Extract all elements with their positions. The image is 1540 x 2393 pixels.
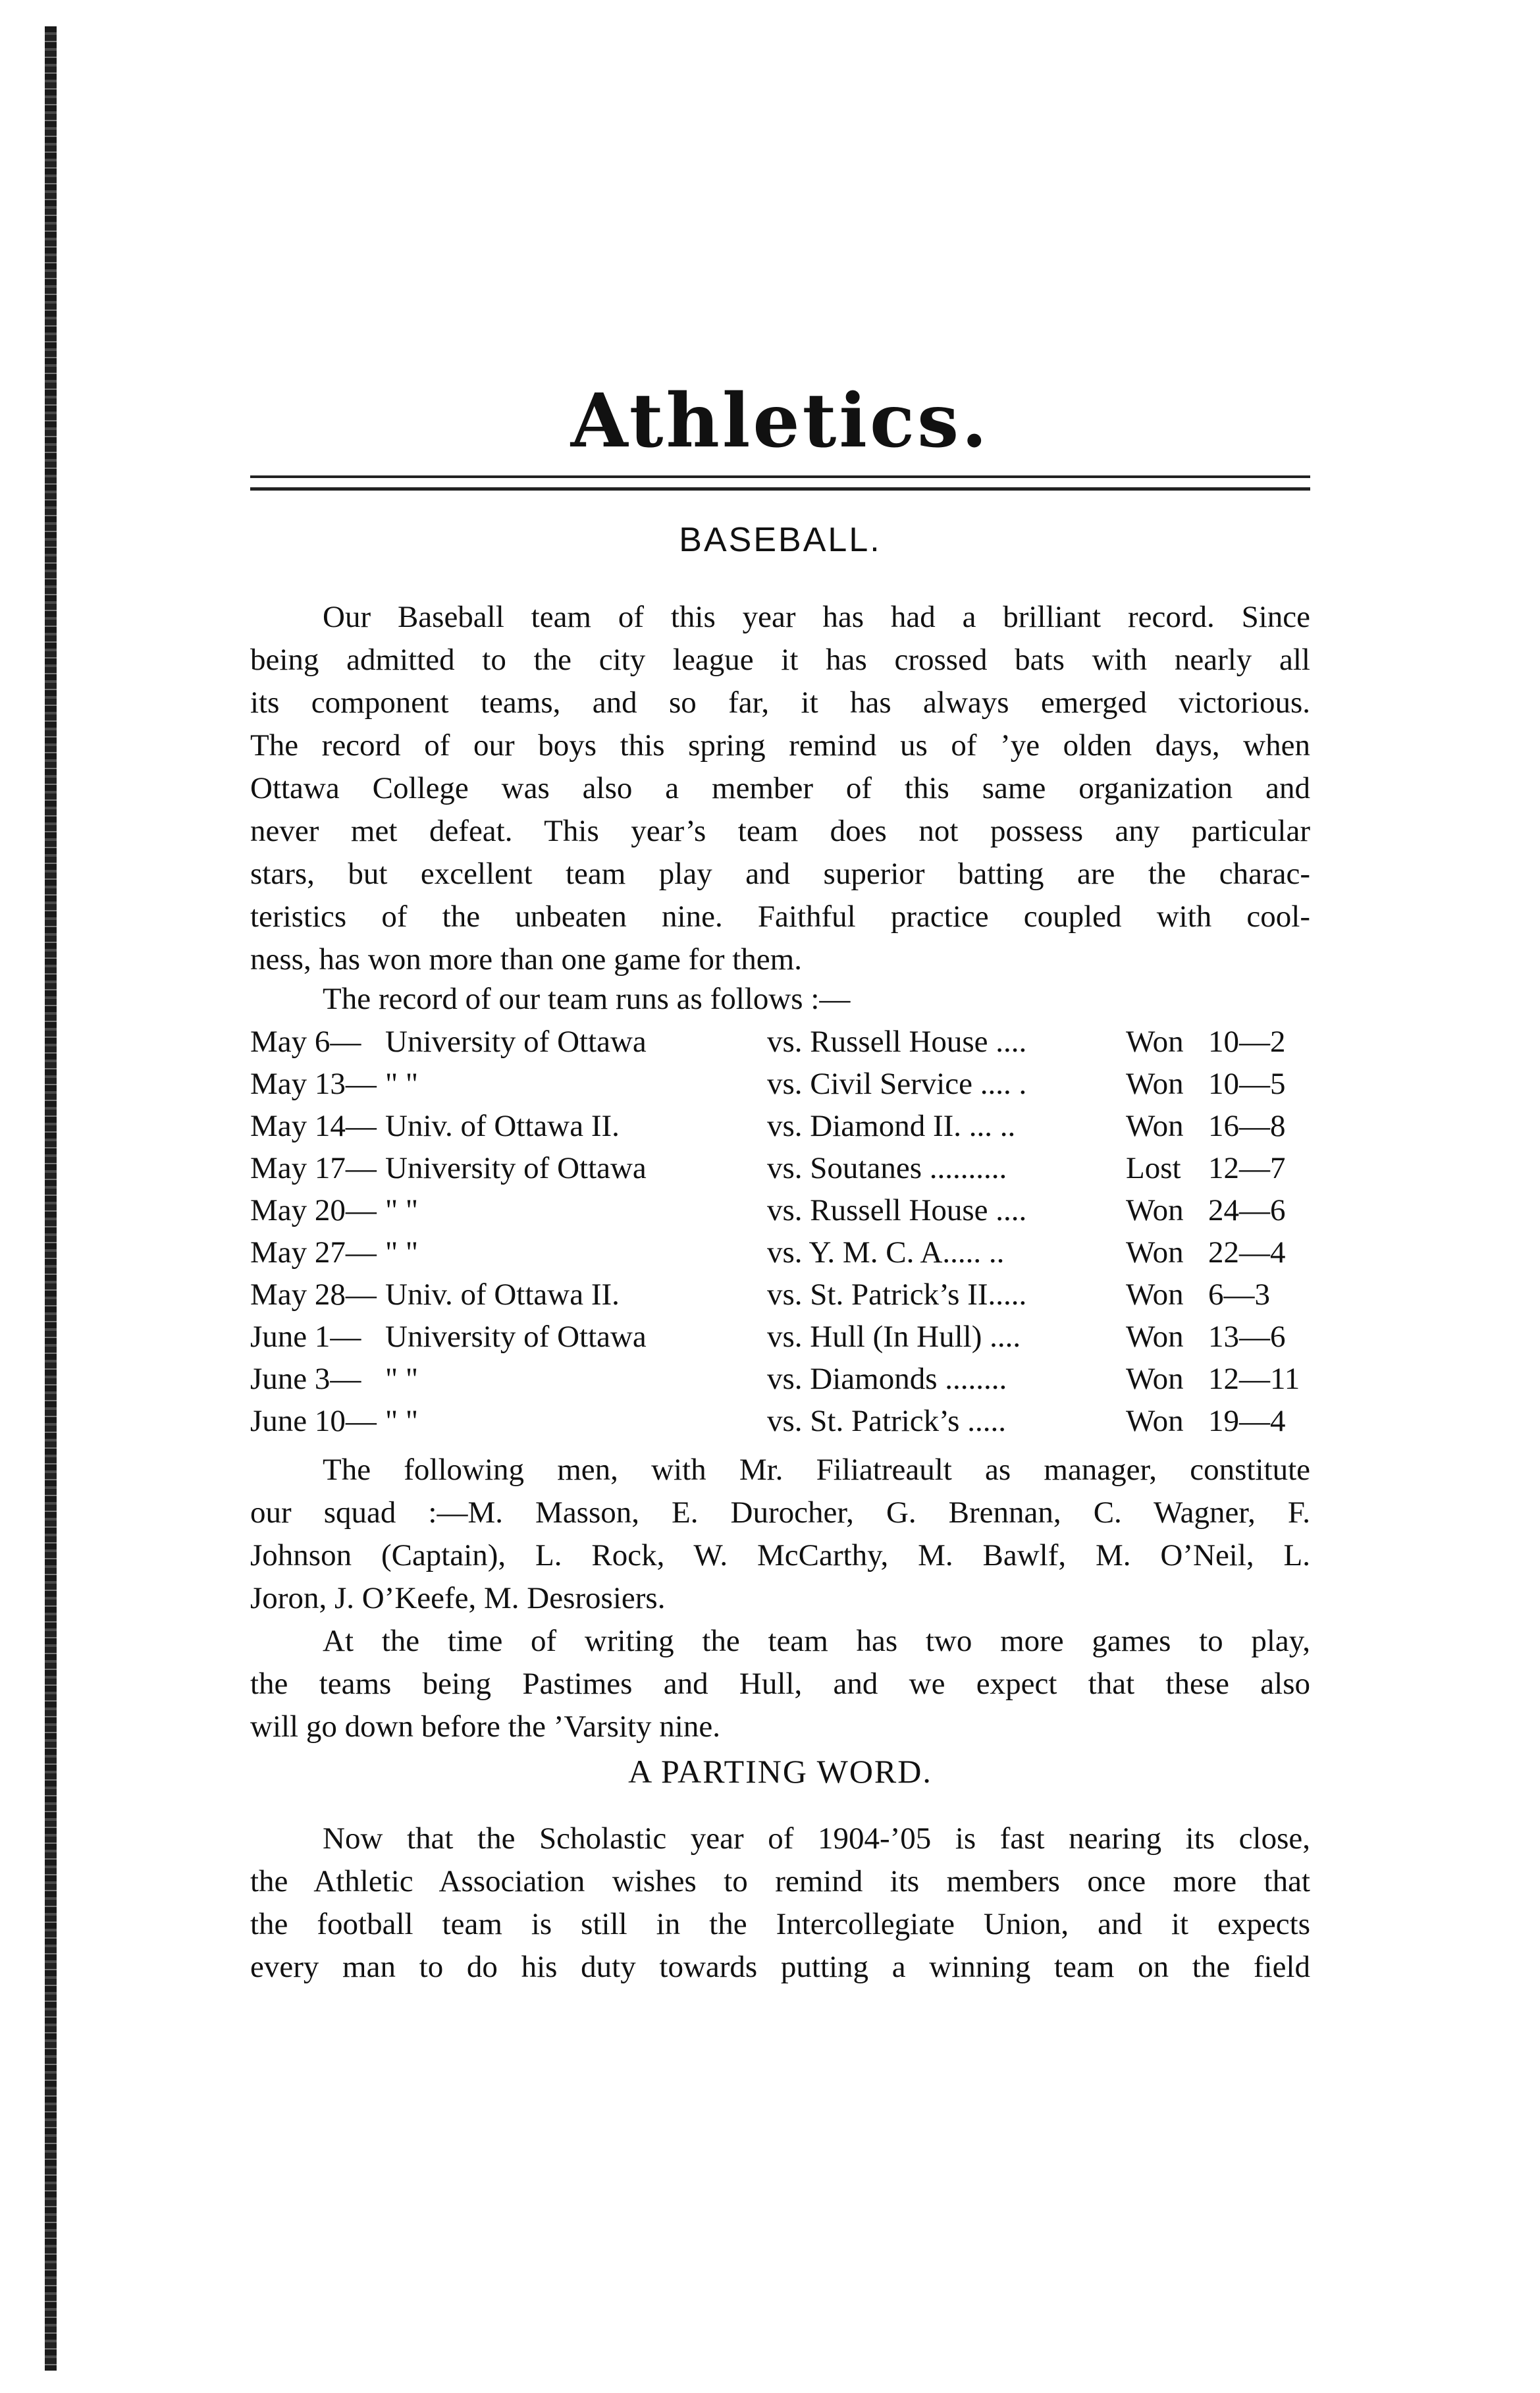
game-date: May 14— (250, 1109, 377, 1143)
game-opponent: vs. Diamond II. ... .. (767, 1109, 1016, 1143)
game-row (250, 1274, 1310, 1316)
game-row (250, 1021, 1310, 1063)
page (250, 0, 1310, 2393)
game-opponent: vs. Y. M. C. A..... .. (767, 1235, 1005, 1270)
game-score: 12—7 (1208, 1151, 1286, 1185)
paragraph-line: Our Baseball team of this year has had a brilliant record. Since (323, 600, 1310, 634)
parting-word-heading: A PARTING WORD. (628, 1753, 932, 1790)
record-intro: The record of our team runs as follows :— (323, 982, 851, 1016)
game-team: " " (385, 1362, 419, 1396)
paragraph-line: Now that the Scholastic year of 1904-’05 is fast nearing its close, (323, 1821, 1310, 1856)
game-score: 10—5 (1208, 1067, 1286, 1101)
game-score: 19—4 (1208, 1404, 1286, 1438)
paragraph-line: the teams being Pastimes and Hull, and we expect that these also (250, 1667, 1310, 1701)
parting-word-paragraph (250, 1817, 1310, 1989)
remaining-games-paragraph (250, 1620, 1310, 1748)
squad-paragraph (250, 1449, 1310, 1620)
game-row (250, 1231, 1310, 1274)
game-score: 13—6 (1208, 1320, 1286, 1354)
game-date: June 1— (250, 1320, 361, 1354)
paragraph-line: being admitted to the city league it has crossed bats with nearly all (250, 643, 1310, 677)
title-rule-bottom (250, 487, 1310, 491)
game-result: Won (1126, 1067, 1184, 1101)
game-opponent: vs. St. Patrick’s ..... (767, 1404, 1006, 1438)
game-score: 22—4 (1208, 1235, 1286, 1270)
game-team: Univ. of Ottawa II. (385, 1277, 620, 1312)
game-team: " " (385, 1404, 419, 1438)
game-score: 12—11 (1208, 1362, 1300, 1396)
game-result: Won (1126, 1404, 1184, 1438)
game-team: University of Ottawa (385, 1151, 647, 1185)
game-team: " " (385, 1235, 419, 1270)
paragraph-line: The following men, with Mr. Filiatreault as manager, constitute (323, 1453, 1310, 1487)
game-result: Won (1126, 1235, 1184, 1270)
baseball-paragraph (250, 596, 1310, 981)
page-title: Athletics. (570, 378, 990, 464)
game-team: University of Ottawa (385, 1320, 647, 1354)
game-team: " " (385, 1067, 419, 1101)
game-date: June 10— (250, 1404, 377, 1438)
game-row (250, 1063, 1310, 1105)
game-opponent: vs. Soutanes .......... (767, 1151, 1007, 1185)
game-opponent: vs. Russell House .... (767, 1193, 1027, 1227)
game-result: Won (1126, 1277, 1184, 1312)
game-opponent: vs. Civil Service .... . (767, 1067, 1027, 1101)
game-opponent: vs. Hull (In Hull) .... (767, 1320, 1021, 1354)
game-result: Won (1126, 1193, 1184, 1227)
paragraph-line: its component teams, and so far, it has always emerged victorious. (250, 686, 1310, 720)
game-score: 6—3 (1208, 1277, 1270, 1312)
game-row (250, 1316, 1310, 1358)
game-team: Univ. of Ottawa II. (385, 1109, 620, 1143)
game-result: Lost (1126, 1151, 1181, 1185)
paragraph-line: the Athletic Association wishes to remind its members once more that (250, 1864, 1310, 1898)
game-result: Won (1126, 1109, 1184, 1143)
paragraph-line: will go down before the ’Varsity nine. (250, 1709, 720, 1744)
game-date: May 13— (250, 1067, 377, 1101)
game-date: May 17— (250, 1151, 377, 1185)
paragraph-line: our squad :—M. Masson, E. Durocher, G. Brennan, C. Wagner, F. (250, 1495, 1310, 1530)
paragraph-line: The record of our boys this spring remind us of ’ye olden days, when (250, 728, 1310, 763)
games-list (250, 1021, 1310, 1442)
baseball-heading: BASEBALL. (679, 521, 882, 559)
page-binding-edge (45, 26, 57, 2371)
paragraph-line: the football team is still in the Intercollegiate Union, and it expects (250, 1907, 1310, 1941)
game-date: May 28— (250, 1277, 377, 1312)
game-opponent: vs. Russell House .... (767, 1025, 1027, 1059)
game-row (250, 1358, 1310, 1400)
game-date: May 20— (250, 1193, 377, 1227)
game-date: May 27— (250, 1235, 377, 1270)
game-result: Won (1126, 1320, 1184, 1354)
game-score: 24—6 (1208, 1193, 1286, 1227)
game-team: " " (385, 1193, 419, 1227)
game-score: 10—2 (1208, 1025, 1286, 1059)
game-opponent: vs. St. Patrick’s II..... (767, 1277, 1027, 1312)
title-rule-top (250, 475, 1310, 478)
paragraph-line: Joron, J. O’Keefe, M. Desrosiers. (250, 1581, 666, 1615)
game-row (250, 1105, 1310, 1147)
game-row (250, 1400, 1310, 1442)
game-date: May 6— (250, 1025, 361, 1059)
game-result: Won (1126, 1025, 1184, 1059)
paragraph-line: ness, has won more than one game for them. (250, 942, 802, 977)
game-row (250, 1189, 1310, 1231)
paragraph-line: teristics of the unbeaten nine. Faithful practice coupled with cool- (250, 900, 1310, 934)
paragraph-line: Johnson (Captain), L. Rock, W. McCarthy, M. Bawlf, M. O’Neil, L. (250, 1538, 1310, 1573)
paragraph-line: never met defeat. This year’s team does not possess any particular (250, 814, 1310, 848)
paragraph-line: every man to do his duty towards putting a winning team on the field (250, 1950, 1310, 1984)
game-team: University of Ottawa (385, 1025, 647, 1059)
paragraph-line: At the time of writing the team has two more games to play, (323, 1624, 1310, 1658)
game-opponent: vs. Diamonds ........ (767, 1362, 1007, 1396)
paragraph-line: Ottawa College was also a member of this same organization and (250, 771, 1310, 805)
paragraph-line: stars, but excellent team play and superior batting are the charac- (250, 857, 1310, 891)
game-score: 16—8 (1208, 1109, 1286, 1143)
game-result: Won (1126, 1362, 1184, 1396)
game-date: June 3— (250, 1362, 361, 1396)
game-row (250, 1147, 1310, 1189)
